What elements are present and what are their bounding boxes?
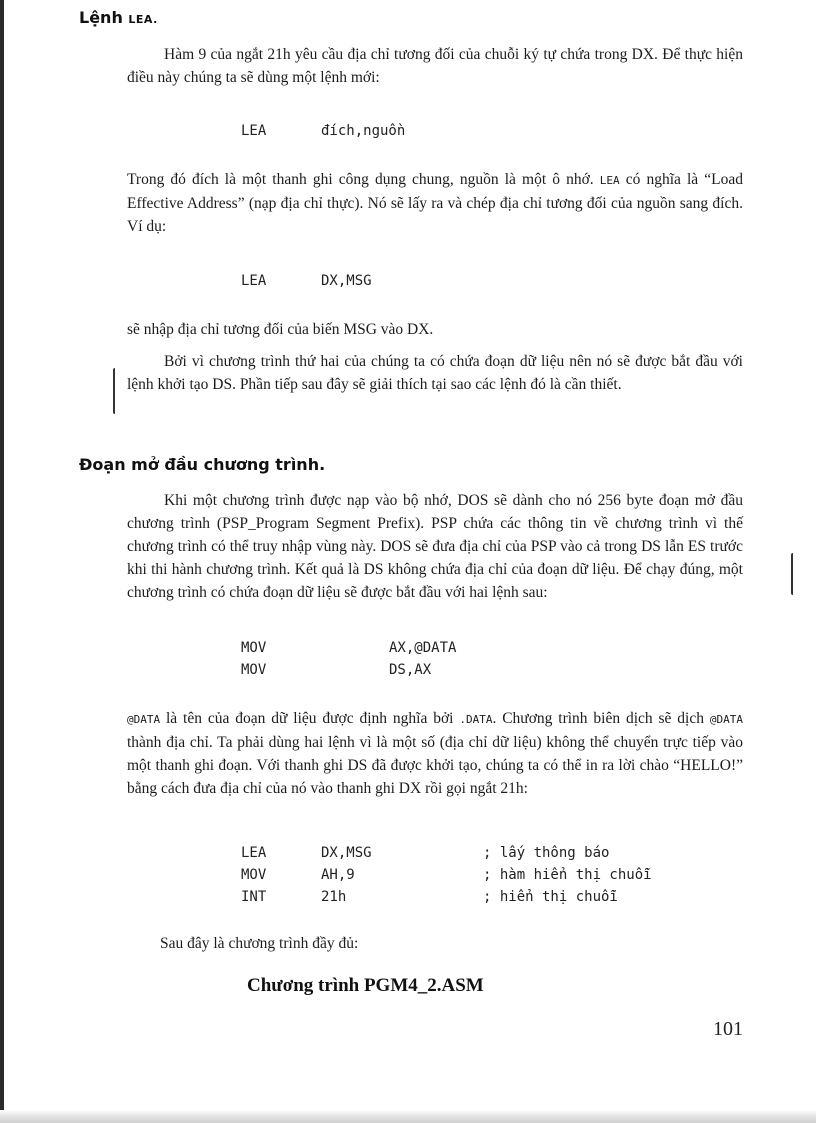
code2-comment: ; lấy thông báo bbox=[483, 845, 610, 861]
data-explanation-paragraph bbox=[127, 707, 743, 800]
heading-lea bbox=[79, 8, 158, 27]
lea-intro-paragraph: Hàm 9 của ngắt 21h yêu cầu địa chỉ tương đối của chuỗi ký tự chứa trong DX. Để thực hiện điều này chúng ta sẽ dùng một lệnh mới: bbox=[127, 46, 743, 86]
code2-comment: ; hàm hiển thị chuỗi bbox=[483, 867, 652, 883]
code1-op: MOV bbox=[241, 640, 267, 656]
lea-result-paragraph: sẽ nhập địa chỉ tương đối của biến MSG vào DX. bbox=[127, 321, 434, 338]
lea-explanation-a: Trong đó đích là một thanh ghi công dụng chung, nguồn là một ô nhớ. bbox=[127, 171, 600, 188]
lea-example-args: DX,MSG bbox=[321, 273, 372, 289]
data-explanation-c: thành địa chỉ. Ta phải dùng hai lệnh vì là một số (địa chỉ dữ liệu) không thể chuyển trực tiếp vào một thanh ghi đoạn. Với thanh ghi DS đã được khởi tạo, chúng ta có thể in ra lời chào “HELLO!” bằng cách đưa địa chỉ của nó vào thanh ghi DX rồi gọi ngắt 21h: bbox=[127, 734, 743, 797]
code2-line-1 bbox=[241, 845, 721, 867]
full-program-intro: Sau đây là chương trình đầy đủ: bbox=[160, 935, 359, 952]
code2-comment: ; hiển thị chuỗi bbox=[483, 889, 618, 905]
heading-lea-keyword: LEA. bbox=[128, 13, 158, 26]
program-title: Chương trình PGM4_2.ASM bbox=[247, 975, 484, 996]
lea-syntax-args: đích,nguồn bbox=[321, 123, 406, 139]
psp-intro-paragraph: Khi một chương trình được nạp vào bộ nhớ, DOS sẽ dành cho nó 256 byte đoạn mở đầu chương trình (PSP_Program Segment Prefix). PSP chứa các thông tin về chương trình vì thế chương trình có thể truy nhập vùng này. DOS sẽ đưa địa chỉ của PSP vào cả trong DS lẫn ES trước khi thi hành chương trình. Kết quả là DS không chứa địa chỉ của đoạn dữ liệu. Để chạy đúng, một chương trình có chứa đoạn dữ liệu sẽ được bắt đầu với hai lệnh sau: bbox=[127, 492, 743, 601]
code1-args: DS,AX bbox=[389, 662, 432, 678]
code2-op: LEA bbox=[241, 845, 267, 861]
data-explanation-b: . Chương trình biên dịch sẽ dịch bbox=[492, 710, 710, 727]
code2-op: INT bbox=[241, 889, 267, 905]
code1-line-2 bbox=[241, 662, 641, 684]
data-explanation-code-1: @DATA bbox=[127, 713, 161, 726]
lea-example-op: LEA bbox=[241, 273, 267, 289]
data-explanation-code-3: @DATA bbox=[709, 713, 743, 726]
code1-op: MOV bbox=[241, 662, 267, 678]
ds-init-paragraph: Bởi vì chương trình thứ hai của chúng ta có chứa đoạn dữ liệu nên nó sẽ được bắt đầu với lệnh khởi tạo DS. Phần tiếp sau đây sẽ giải thích tại sao các lệnh đó là cần thiết. bbox=[127, 353, 743, 393]
lea-example-line bbox=[241, 273, 641, 295]
code1-args: AX,@DATA bbox=[389, 640, 457, 656]
lea-syntax-line bbox=[241, 123, 641, 145]
code2-op: MOV bbox=[241, 867, 267, 883]
heading-psp: Đoạn mở đầu chương trình. bbox=[79, 455, 326, 474]
code2-line-3 bbox=[241, 889, 721, 911]
code1-line-1 bbox=[241, 640, 641, 662]
data-explanation-code-2: .DATA bbox=[459, 713, 493, 726]
lea-explanation-b: có nghĩa là “Load Effective Address” (nạp địa chỉ thực). Nó sẽ lấy ra và chép địa chỉ tương đối của nguồn sang đích. Ví dụ: bbox=[127, 171, 743, 235]
code2-args: AH,9 bbox=[321, 867, 355, 883]
margin-bracket-mark bbox=[113, 368, 115, 414]
margin-bracket-mark-right bbox=[791, 553, 793, 595]
code2-args: DX,MSG bbox=[321, 845, 372, 861]
heading-lea-prefix: Lệnh bbox=[79, 8, 129, 27]
code2-args: 21h bbox=[321, 889, 347, 905]
lea-syntax-op: LEA bbox=[241, 123, 267, 139]
page-number: 101 bbox=[713, 1018, 743, 1040]
page-left-edge bbox=[0, 0, 4, 1123]
lea-explanation-code: LEA bbox=[599, 174, 620, 187]
data-explanation-a: là tên của đoạn dữ liệu được định nghĩa bởi bbox=[160, 710, 460, 727]
lea-explanation-paragraph bbox=[127, 168, 743, 238]
code2-line-2 bbox=[241, 867, 721, 889]
page-bottom-edge bbox=[0, 1110, 816, 1123]
